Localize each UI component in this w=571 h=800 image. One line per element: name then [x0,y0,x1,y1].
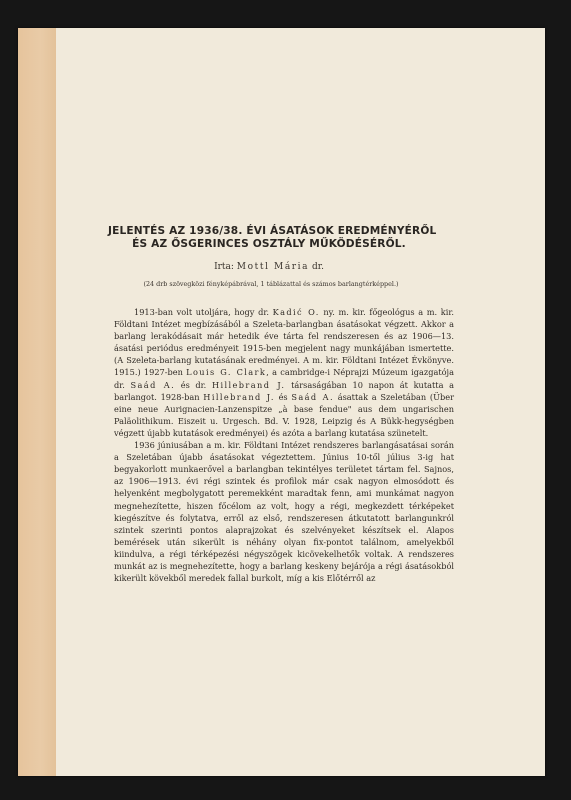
paragraph [114,306,454,439]
author-name: Mottl Mária [236,262,310,272]
paragraph-text: 1936 júniusában a m. kir. Földtani Intézet rendszeres barlangásatásai során a Szeletában újabb ásatásokat végeztettem. Június 10-től július 3-ig hat begyakorlott munkaerővel a barlangban tekintélyes területet tártam fel. Sajnos, az 1906—1913. évi régi szintek és profilok már csak nagyon elmosódott és helyenként megbolygatott peremekként maradtak fenn, ami munkámat nagyon megnehezítette, hiszen főcélom az volt, hogy a régi, megkezdett térképeket kiegészítve és folytatva, erről az első, rendszeresen átkutatott barlangunkról szintek szerinti pontos alaprajzokat és szelvényeket készítsek el. Alapos bemérések után sikerült is néhány olyan fix-pontot találnom, amelyekből kiindulva, a régi térképezési négyszögek kicövekelhetők voltak. A rendszeres munkát az is megnehezítette, hogy a barlang keskeny bejárója a régi ásatásokból kikerült kövekből meredek fallal burkolt, míg a kis Előtérről az [114,440,454,584]
author-line [108,262,430,272]
spaced-name: Hillebrand J. [211,379,286,390]
spaced-name: Louis G. Clark [186,367,267,378]
title-line-1: JELENTÉS AZ 1936/38. ÉVI ÁSATÁSOK EREDMÉNYÉRŐL [108,225,437,237]
author-suffix: dr. [309,262,324,272]
paragraph-text: , a cambridge-i Néprajzi Múzeum igazgatója dr. [114,367,454,390]
document-title [108,225,437,251]
spaced-name: Kadić O. [272,307,320,317]
author-prefix: Irta: [214,262,237,272]
paragraph-text: társaságában 10 napon át kutatta a barlangot. 1928-ban [114,379,454,402]
spaced-name: Hillebrand J. [203,391,275,402]
document-subtitle: (24 drb szövegközi fényképábrával, 1 táblázattal és számos barlangtérképpel.) [143,280,399,288]
binding-spine [18,28,56,776]
spaced-name: Saád A. [130,379,176,390]
document-page [18,28,545,776]
paragraph-text: 1913-ban volt utoljára, hogy dr. [134,307,273,317]
paragraph [114,439,454,584]
paragraph-text: és dr. [175,379,212,390]
title-line-2: ÉS AZ ŐSGERINCES OSZTÁLY MŰKÖDÉSÉRŐL. [132,238,406,250]
body-text [114,306,454,584]
paragraph-text: ny. m. kir. főgeológus a m. kir. Földtani Intézet megbízásából a Szeleta-barlangban ásatásokat végzett. Akkor a barlang lerakódásait már hetedik éve tárta fel rendszeresen és az 1906—13. ásatási periódus eredményeit 1915-ben megjelent nagy munkájában ismertette. (A Szeleta-barlang kutatásának eredményei. A m. kir. Földtani Intézet Évkönyve. 1915.) 1927-ben [114,307,454,378]
paragraph-text: és [274,391,292,402]
spaced-name: Saád A. [291,391,334,402]
paragraph-text: ásattak a Szeletában (Über eine neue Aurignacien-Lanzenspitze „à base fendue" aus dem ungarischen Paläolithikum. Eiszeit u. Urgesch. Bd. V. 1928, Leipzig és A Bükk-hegységben végzett újabb kutatások eredményei) és azóta a barlang kutatása szünetelt. [114,391,454,438]
